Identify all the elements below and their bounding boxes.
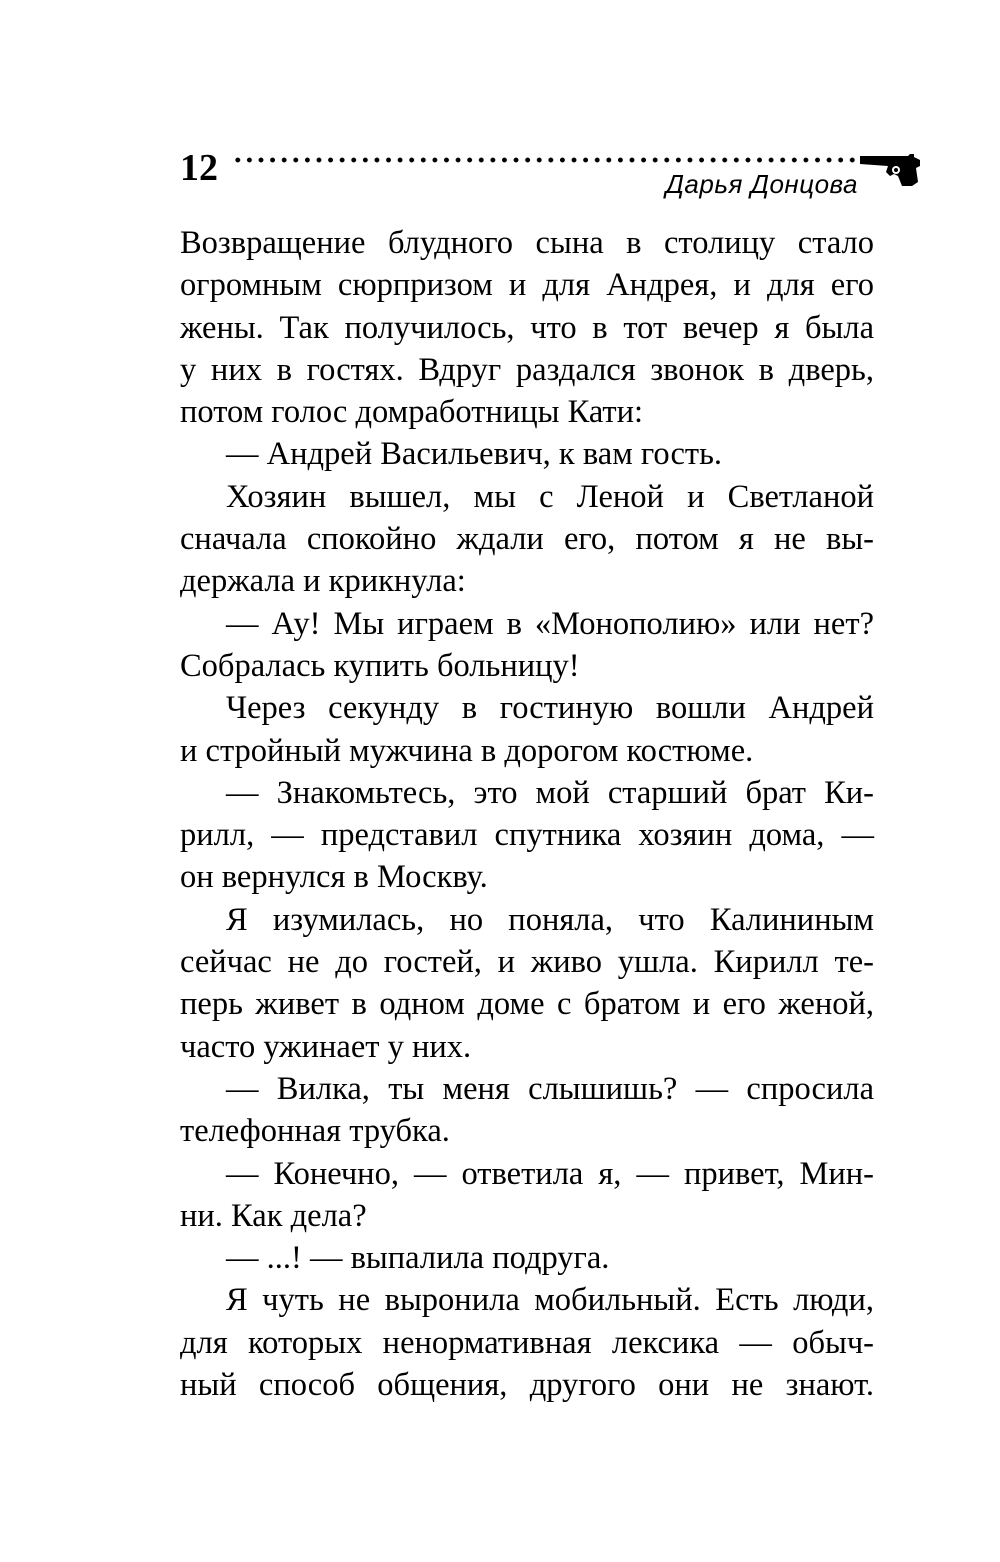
text-line: телефонная трубка. <box>180 1113 450 1150</box>
author-name: Дарья Донцова <box>665 169 858 199</box>
body-text <box>180 222 874 1406</box>
text-line: ни. Как дела? <box>180 1197 367 1234</box>
text-line: держала и крикнула: <box>180 563 466 600</box>
text-line: перь живет в одном доме с братом и его женой, <box>180 986 874 1023</box>
text-line: Я чуть не выронила мобильный. Есть люди, <box>226 1282 874 1319</box>
text-line: Хозяин вышел, мы с Леной и Светланой <box>226 478 874 515</box>
text-line: и стройный мужчина в дорогом костюме. <box>180 732 754 769</box>
text-line: — Андрей Васильевич, к вам гость. <box>226 436 723 473</box>
text-line: Я изумилась, но поняла, что Калининым <box>226 901 874 938</box>
dotted-rule <box>232 157 872 163</box>
text-line: — Конечно, — ответила я, — привет, Мин- <box>226 1155 874 1192</box>
text-line: потом голос домработницы Кати: <box>180 394 644 431</box>
text-line: часто ужинает у них. <box>180 1028 472 1065</box>
text-line: огромным сюрпризом и для Андрея, и для его <box>180 267 874 304</box>
text-line: Возвращение блудного сына в столицу стало <box>180 225 874 261</box>
text-line: — Ау! Мы играем в «Монополию» или нет? <box>226 605 874 642</box>
text-line: — Вилка, ты меня слышишь? — спросила <box>226 1070 874 1107</box>
text-line: ный способ общения, другого они не знают. <box>180 1367 874 1404</box>
text-line: рилл, — представил спутника хозяин дома, — <box>180 817 874 854</box>
text-line: для которых ненормативная лексика — обыч- <box>180 1324 874 1361</box>
text-line: он вернулся в Москву. <box>180 859 488 896</box>
text-line: Через секунду в гостиную вошли Андрей <box>226 690 874 727</box>
text-line: сейчас не до гостей, и живо ушла. Кирилл те- <box>180 944 874 981</box>
pistol-icon <box>858 152 922 188</box>
text-line: жены. Так получилось, что в тот вечер я была <box>180 309 874 346</box>
page-number: 12 <box>180 147 218 189</box>
text-line: у них в гостях. Вдруг раздался звонок в дверь, <box>180 351 874 388</box>
text-line: Собралась купить больницу! <box>180 647 580 684</box>
text-line: — ...! — выпалила подруга. <box>226 1240 610 1277</box>
text-line: — Знакомьтесь, это мой старший брат Ки- <box>226 774 874 811</box>
text-line: сначала спокойно ждали его, потом я не вы- <box>180 521 874 558</box>
